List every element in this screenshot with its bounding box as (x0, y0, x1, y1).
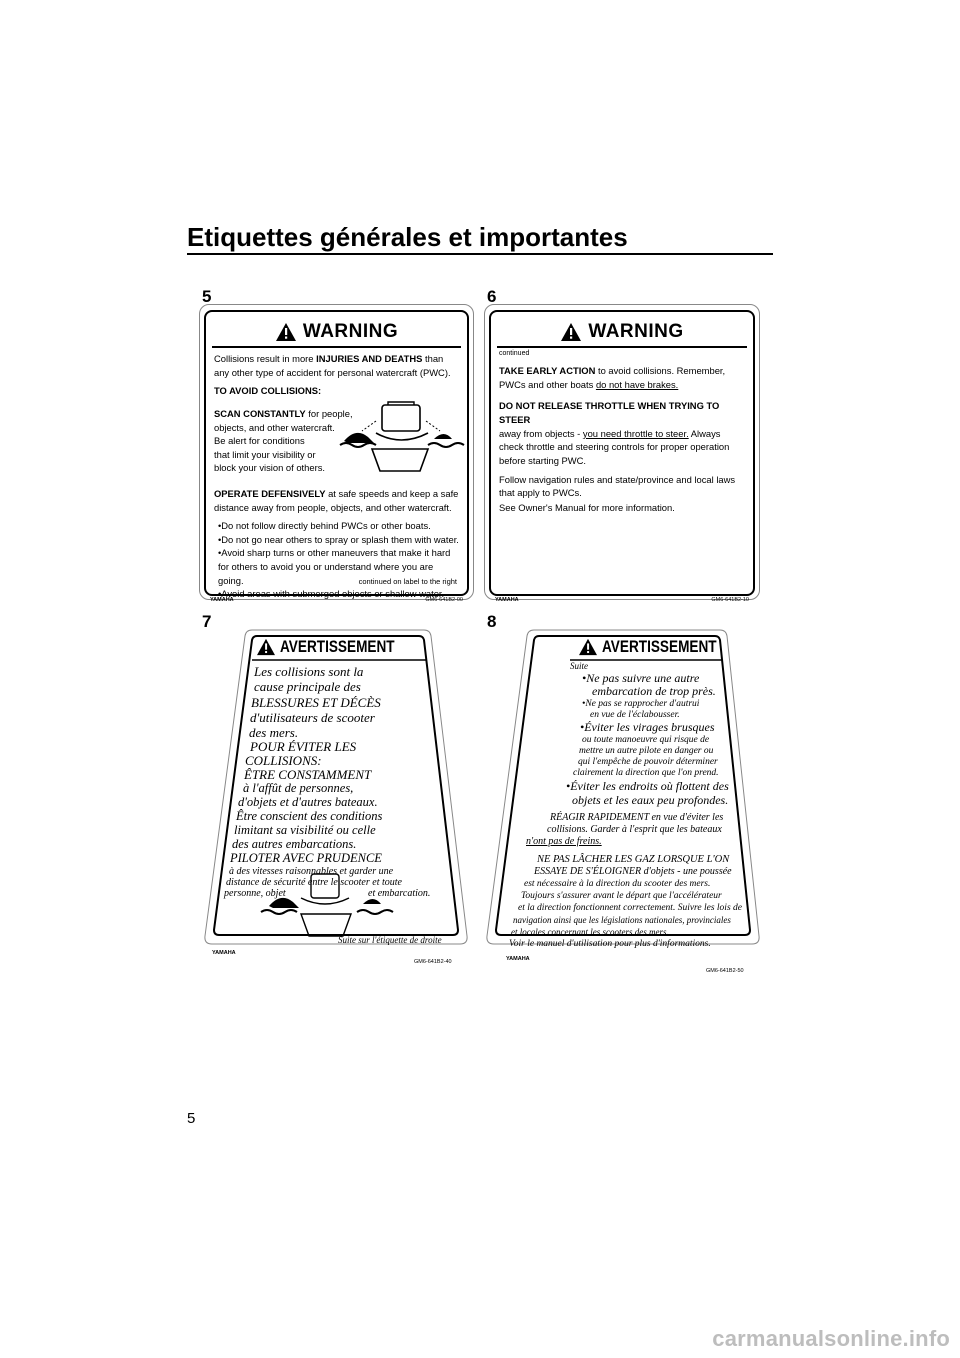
l5-bullet: •Avoid sharp turns or other maneuvers that make it hard for others to avoid you or understand where you are going. (218, 547, 451, 586)
l5-line1-bold: INJURIES AND DEATHS (316, 353, 423, 364)
l5-avoid-heading: TO AVOID COLLISIONS: (214, 385, 322, 397)
l5-brand: YAMAHA (210, 597, 234, 604)
label-number-8: 8 (487, 612, 497, 631)
label-8-header-text: AVERTISSEMENT (602, 637, 717, 656)
l8-line: navigation ainsi que les législations nationales, provinciales (513, 915, 731, 925)
l6-see: See Owner's Manual for more information. (499, 501, 675, 513)
l6-continued: continued (499, 350, 530, 357)
l5-line1-pre: Collisions result in more (214, 353, 317, 364)
l5-scan-bold: SCAN CONSTANTLY (214, 407, 306, 419)
label-number-5: 5 (202, 287, 212, 306)
l6-take-bold: TAKE EARLY ACTION (499, 365, 596, 377)
l6-take-rest: to avoid collisions. Remember, PWCs and other boats (499, 365, 726, 390)
l8-line: Suite (570, 661, 588, 671)
l8-code: GM6-641B2-50 (706, 968, 744, 974)
l6-brand: YAMAHA (495, 597, 519, 604)
l5-code: GM6-641B2-00 (425, 597, 463, 604)
l7-line: cause principale des (254, 679, 361, 694)
l8-line: •Éviter les endroits où flottent des (566, 779, 729, 793)
label-8-avertissement (486, 626, 762, 974)
l5-scan-c: Be alert for conditions (214, 435, 305, 447)
l8-line: et la direction fonctionnent correctement. Suivre les lois de (518, 903, 742, 913)
l7-line: des autres embarcations. (232, 837, 357, 851)
l8-line: est nécessaire à la direction du scooter des mers. (524, 879, 711, 889)
label-7-header-text: AVERTISSEMENT (280, 637, 395, 656)
l5-scan-block (214, 403, 459, 481)
l6-dnr-pre: away from objects - (499, 427, 583, 439)
l5-operate-bold: OPERATE DEFENSIVELY (214, 487, 326, 499)
l7-line: limitant sa visibilité ou celle (234, 823, 376, 837)
l5-line1-post: than any other type of accident for personal watercraft (PWC). (214, 353, 451, 378)
l5-bullet: •Do not follow directly behind PWCs or other boats. (218, 520, 431, 532)
l5-scan-d: that limit your visibility or (214, 448, 316, 460)
l7-line: Être conscient des conditions (236, 809, 383, 823)
rider-scanning-illustration-icon (336, 401, 468, 481)
l6-dnr-underlined: you need throttle to steer. (582, 427, 689, 439)
l7-line: COLLISIONS: (245, 753, 322, 768)
warning-triangle-icon (275, 322, 297, 342)
l6-take-underlined: do not have brakes. (595, 378, 679, 390)
l6-follow: Follow navigation rules and state/province and local laws that apply to PWCs. (499, 473, 736, 499)
l5-continued-note: continued on label to the right (358, 577, 457, 587)
l6-dnr-post: Always check throttle and steering controls for proper operation before starting PWC. (499, 427, 730, 466)
l7-line: et embarcation. (368, 888, 431, 899)
l7-brand: YAMAHA (212, 950, 236, 956)
l7-line: des mers. (249, 725, 299, 740)
l8-line: ESSAYE DE S'ÉLOIGNER d'objets - une poussée (534, 866, 732, 877)
l6-dnr-bold: DO NOT RELEASE THROTTLE WHEN TRYING TO STEER (499, 400, 720, 426)
label-8-header (578, 637, 745, 657)
l8-line: qui l'empêche de pouvoir déterminer (578, 757, 718, 767)
l7-line: personne, objet (224, 888, 286, 899)
l8-line: collisions. Garder à l'esprit que les bateaux (547, 824, 722, 835)
l5-scan-e: block your vision of others. (214, 462, 325, 474)
label-number-6: 6 (487, 287, 497, 306)
l8-line: •Ne pas suivre une autre (582, 671, 700, 685)
l7-line: ÊTRE CONSTAMMENT (244, 767, 372, 782)
label-5-header-text: WARNING (302, 321, 399, 343)
l8-line: embarcation de trop près. (592, 684, 716, 698)
l6-code: GM6-641B2-10 (711, 597, 749, 604)
l8-brand: YAMAHA (506, 956, 530, 962)
label-6-warning (489, 310, 755, 604)
label-5-body (214, 352, 459, 601)
l7-line: BLESSURES ET DÉCÈS (251, 695, 381, 710)
rider-scanning-illustration-icon (255, 872, 405, 940)
l8-line: RÉAGIR RAPIDEMENT en vue d'éviter les (550, 812, 724, 823)
l7-line: distance de sécurité entre le scooter et toute (226, 877, 402, 888)
l5-scan-a: for people, (305, 407, 353, 419)
l7-line: d'utilisateurs de scooter (250, 710, 375, 725)
l7-line: d'objets et d'autres bateaux. (238, 795, 378, 809)
l8-line: •Ne pas se rapprocher d'autrui (582, 699, 700, 709)
warning-triangle-icon (256, 638, 276, 656)
label-6-body (499, 349, 745, 519)
l7-continued-note: Suite sur l'étiquette de droite (338, 935, 442, 945)
l8-line: clairement la direction que l'on prend. (573, 768, 719, 778)
l8-line: •Éviter les virages brusques (580, 720, 715, 734)
label-5-header (212, 318, 461, 348)
page-title: Etiquettes générales et importantes (187, 222, 628, 252)
l7-code: GM6-641B2-40 (414, 959, 452, 965)
l8-line: objets et les eaux peu profondes. (572, 793, 729, 807)
l5-scan-b: objects, and other watercraft. (214, 421, 335, 433)
l8-line: Voir le manuel d'utilisation pour plus d'informations. (509, 939, 711, 949)
label-5-warning (204, 310, 469, 604)
l8-line: en vue de l'éclabousser. (590, 710, 680, 720)
label-6-header-text: WARNING (588, 321, 684, 343)
l8-line: NE PAS LÂCHER LES GAZ LORSQUE L'ON (537, 854, 730, 865)
warning-triangle-icon (560, 322, 582, 342)
l8-line: n'ont pas de freins. (526, 836, 602, 847)
warning-triangle-icon (578, 638, 598, 656)
l8-line: mettre un autre pilote en danger ou (579, 746, 714, 756)
l7-line: à des vitesses raisonnables et garder une (229, 866, 394, 877)
l5-bullet: •Avoid areas with submerged objects or shallow water. (218, 588, 445, 600)
l8-line: Toujours s'assurer avant le départ que l'accélérateur (521, 891, 722, 901)
l7-line: POUR ÉVITER LES (250, 739, 357, 754)
label-7-avertissement (200, 626, 470, 966)
watermark: carmanualsonline.info (712, 1326, 950, 1351)
label-number-7: 7 (202, 612, 212, 631)
l7-line: PILOTER AVEC PRUDENCE (230, 851, 382, 865)
label-7-header (256, 637, 423, 657)
title-rule (187, 253, 773, 255)
l7-line: Les collisions sont la (254, 664, 364, 679)
l5-operate-rest: at safe speeds and keep a safe distance away from people, objects, and other watercraft. (214, 487, 459, 513)
label-6-header (497, 318, 747, 348)
l8-line: et locales concernant les scooters des mers. (511, 927, 669, 937)
l5-bullet: •Do not go near others to spray or splash them with water. (218, 533, 459, 545)
l8-line: ou toute manoeuvre qui risque de (582, 735, 710, 745)
page-number: 5 (187, 1110, 196, 1127)
l7-line: à l'affût de personnes, (243, 781, 354, 795)
